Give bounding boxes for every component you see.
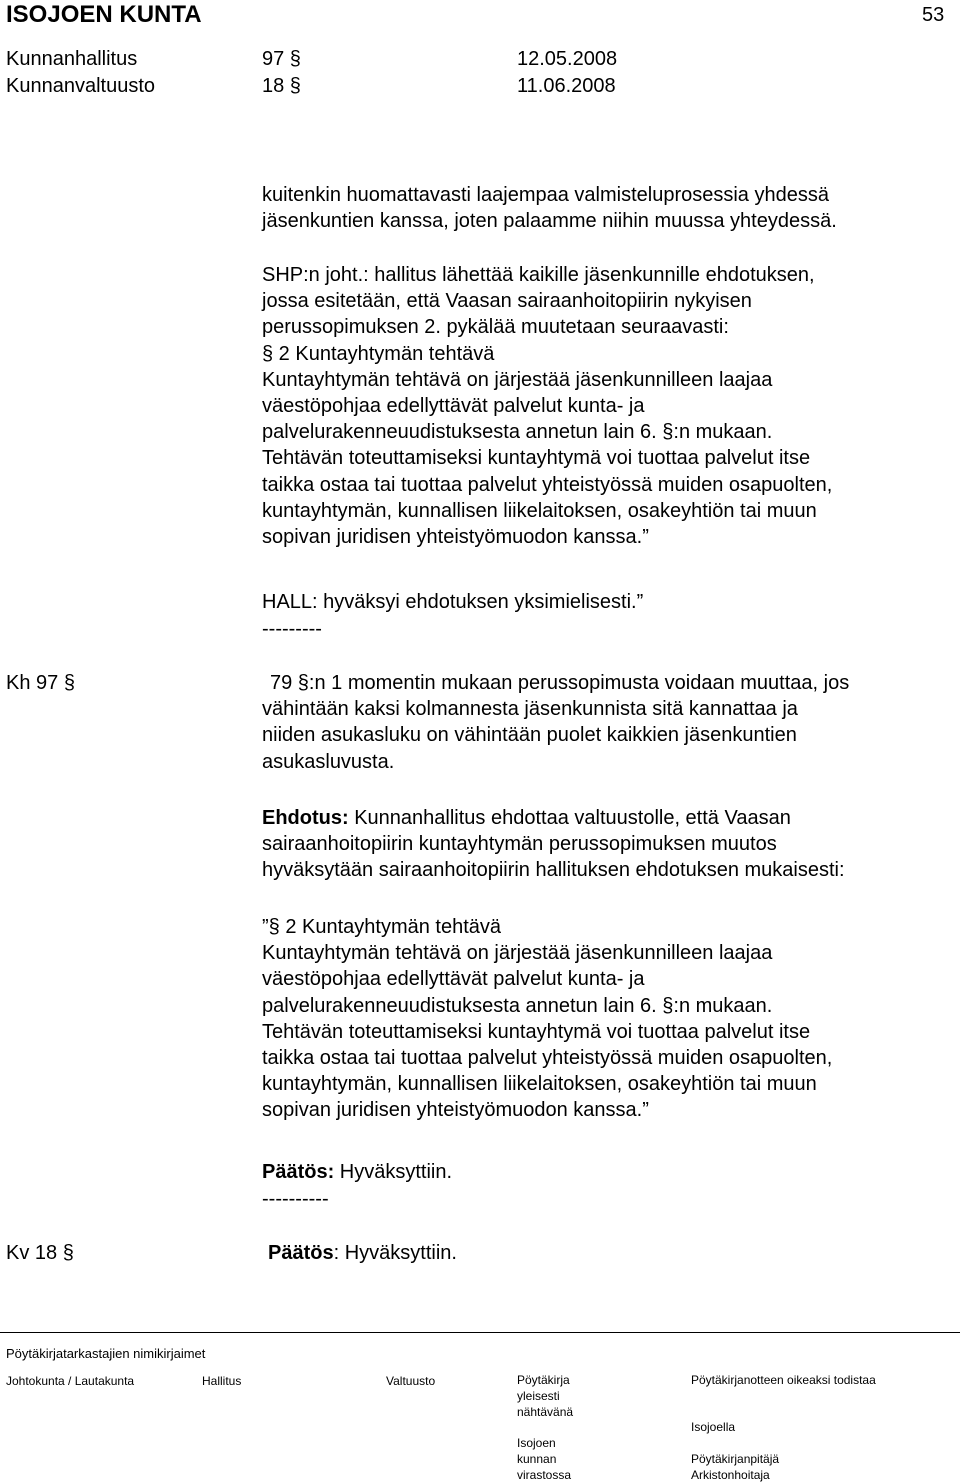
section-label-kv: Kv 18 § xyxy=(6,1242,74,1264)
proposal-paragraph xyxy=(262,805,845,884)
text-line: perussopimuksen 2. pykälää muutetaan seuraavasti: xyxy=(262,316,729,339)
text-line: palvelurakenneuudistuksesta annetun lain 6. §:n mukaan. xyxy=(262,994,773,1017)
kv-decision xyxy=(268,1240,457,1266)
separator-line: ---------- xyxy=(262,1188,329,1210)
text-line: palvelurakenneuudistuksesta annetun lain 6. §:n mukaan. xyxy=(262,421,773,444)
text-line: sairaanhoitopiirin kuntayhtymän perussopimuksen muutos xyxy=(262,833,777,856)
proposal-label: Ehdotus: xyxy=(262,807,349,829)
decision-text: Hyväksyttiin. xyxy=(334,1161,453,1183)
text-line: 79 §:n 1 momentin mukaan perussopimusta voidaan muuttaa, jos xyxy=(270,672,850,694)
text-line: niiden asukasluku on vähintään puolet kaikkien jäsenkuntien xyxy=(262,724,797,747)
footer-divider xyxy=(0,1332,960,1333)
footer-line: Arkistonhoitaja xyxy=(691,1467,770,1482)
meeting-section: 18 § xyxy=(262,75,301,97)
text-line: Kuntayhtymän tehtävä on järjestää jäsenkunnilleen laajaa xyxy=(262,368,773,391)
footer-title: Pöytäkirjatarkastajien nimikirjaimet xyxy=(6,1346,206,1361)
meeting-body: Kunnanvaltuusto xyxy=(6,75,156,97)
footer-line: Pöytäkirjanpitäjä xyxy=(691,1451,780,1466)
text-line: § 2 Kuntayhtymän tehtävä xyxy=(262,342,495,365)
text-line: sopivan juridisen yhteistyömuodon kanssa.” xyxy=(262,1099,649,1122)
footer-line: kunnan xyxy=(517,1451,557,1466)
kh-decision xyxy=(262,1159,452,1185)
text-line: ”§ 2 Kuntayhtymän tehtävä xyxy=(262,916,502,938)
municipality-title: ISOJOEN KUNTA xyxy=(6,1,202,28)
page-number: 53 xyxy=(922,4,945,26)
text-line: taikka ostaa tai tuottaa palvelut yhteistyössä muiden osapuolten, xyxy=(262,473,833,496)
meeting-section: 97 § xyxy=(262,48,301,70)
text-line: jäsenkuntien kanssa, joten palaamme niihin muussa yhteydessä. xyxy=(262,210,837,233)
text-line: kuntayhtymän, kunnallisen liikelaitoksen, osakeyhtiön tai muun xyxy=(262,499,817,522)
text-line: väestöpohjaa edellyttävät palvelut kunta- ja xyxy=(262,968,645,991)
footer-line: Isojoella xyxy=(691,1420,736,1435)
meeting-date: 11.06.2008 xyxy=(517,75,616,97)
meeting-body: Kunnanhallitus xyxy=(6,48,138,70)
text-line: jossa esitetään, että Vaasan sairaanhoitopiirin nykyisen xyxy=(262,290,752,313)
footer-line xyxy=(517,1420,573,1436)
text-line xyxy=(262,805,845,831)
decision-text: : Hyväksyttiin. xyxy=(333,1242,457,1264)
footer-col-board: Johtokunta / Lautakunta xyxy=(6,1374,135,1388)
footer-line xyxy=(691,1436,876,1452)
text-line: hyväksytään sairaanhoitopiirin hallituksen ehdotuksen mukaisesti: xyxy=(262,859,845,882)
text-line: asukasluvusta. xyxy=(262,750,395,773)
text-line: Tehtävän toteuttamiseksi kuntayhtymä voi tuottaa palvelut itse xyxy=(262,1020,811,1043)
footer-line: Pöytäkirja xyxy=(517,1373,570,1387)
text-line: SHP:n joht.: hallitus lähettää kaikille jäsenkunnille ehdotuksen, xyxy=(262,264,815,286)
footer-col-hallitus: Hallitus xyxy=(202,1374,242,1388)
proposal-text: Kunnanhallitus ehdottaa valtuustolle, että Vaasan xyxy=(348,807,791,829)
kh-paragraph xyxy=(262,670,849,775)
section-label-kh: Kh 97 § xyxy=(6,672,75,694)
footer-line xyxy=(691,1405,876,1421)
footer-col-notice xyxy=(517,1373,573,1484)
text-line: sopivan juridisen yhteistyömuodon kanssa.” xyxy=(262,525,649,548)
intro-paragraph xyxy=(262,182,837,234)
footer-col-certify xyxy=(691,1373,876,1484)
decision-label: Päätös xyxy=(268,1242,334,1264)
text-line: vähintään kaksi kolmannesta jäsenkunnista sitä kannattaa ja xyxy=(262,698,798,721)
text-line: taikka ostaa tai tuottaa palvelut yhteistyössä muiden osapuolten, xyxy=(262,1046,833,1069)
text-line: kuntayhtymän, kunnallisen liikelaitoksen, osakeyhtiön tai muun xyxy=(262,1073,817,1096)
footer-line: yleisesti xyxy=(517,1388,560,1403)
quoted-text xyxy=(262,914,832,1124)
footer-line: Isojoen xyxy=(517,1436,556,1451)
separator-line: --------- xyxy=(262,618,322,640)
hall-decision: HALL: hyväksyi ehdotuksen yksimielisesti.” xyxy=(262,591,644,613)
decision-label: Päätös: xyxy=(262,1161,335,1183)
footer-col-valtuusto: Valtuusto xyxy=(386,1374,436,1388)
footer-line: virastossa xyxy=(517,1467,572,1482)
text-line: kuitenkin huomattavasti laajempaa valmisteluprosessia yhdessä xyxy=(262,184,829,206)
footer-line: nähtävänä xyxy=(517,1404,574,1419)
text-line: väestöpohjaa edellyttävät palvelut kunta- ja xyxy=(262,394,645,417)
shp-paragraph xyxy=(262,262,832,550)
text-line: Tehtävän toteuttamiseksi kuntayhtymä voi tuottaa palvelut itse xyxy=(262,447,811,470)
meeting-date: 12.05.2008 xyxy=(517,48,618,70)
footer-line xyxy=(691,1389,876,1405)
footer-line: Pöytäkirjanotteen oikeaksi todistaa xyxy=(691,1373,876,1387)
text-line: Kuntayhtymän tehtävä on järjestää jäsenkunnilleen laajaa xyxy=(262,942,773,965)
